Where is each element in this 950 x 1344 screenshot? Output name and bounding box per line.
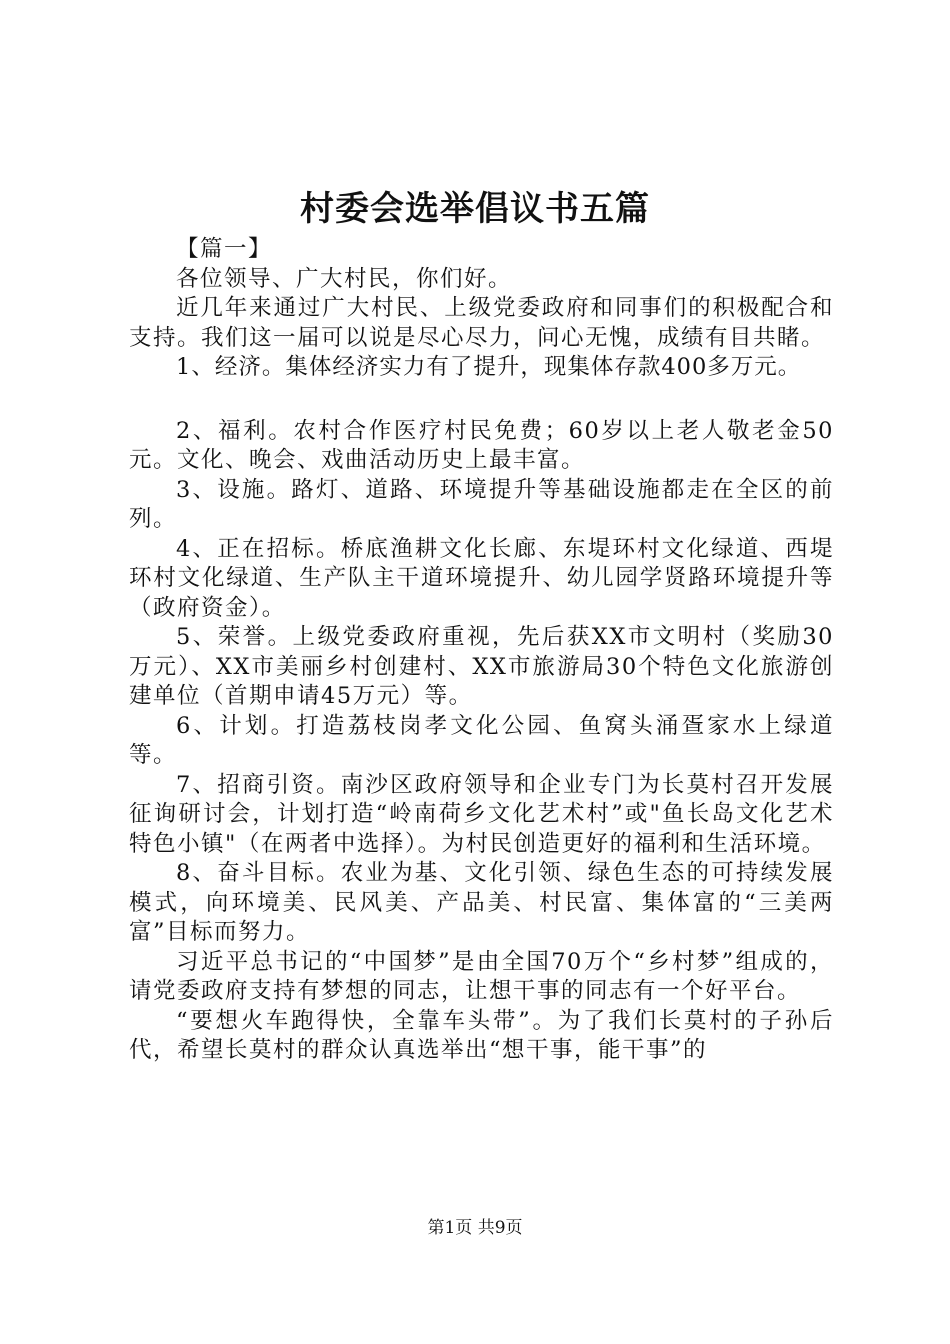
paragraph: 6、计划。打造荔枝岗孝文化公园、鱼窝头涌疍家水上绿道等。 — [129, 712, 834, 768]
paragraph: 8、奋斗目标。农业为基、文化引领、绿色生态的可持续发展模式，向环境美、民风美、产品美、村民富、集体富的“三美两富”目标而努力。 — [129, 860, 834, 945]
document-title: 村委会选举倡议书五篇 — [300, 189, 650, 229]
paragraph: 习近平总书记的“中国梦”是由全国70万个“乡村梦”组成的，请党委政府支持有梦想的同志，让想干事的同志有一个好平台。 — [129, 948, 834, 1004]
paragraph: 2、福利。农村合作医疗村民免费；60岁以上老人敬老金50元。文化、晚会、戏曲活动历史上最丰富。 — [129, 417, 834, 473]
paragraph: “要想火车跑得快，全靠车头带”。为了我们长莫村的子孙后代，希望长莫村的群众认真选举出“想干事，能干事”的 — [129, 1007, 834, 1063]
document-body — [129, 235, 834, 1066]
paragraph: 3、设施。路灯、道路、环境提升等基础设施都走在全区的前列。 — [129, 476, 834, 532]
paragraph: 各位领导、广大村民，你们好。 — [176, 265, 513, 292]
page-indicator: 第1页 共9页 — [427, 1218, 523, 1238]
section-heading: 【篇一】 — [176, 236, 273, 262]
paragraph: 1、经济。集体经济实力有了提升，现集体存款400多万元。 — [176, 354, 802, 380]
paragraph: 5、荣誉。上级党委政府重视，先后获XX市文明村（奖励30万元）、XX市美丽乡村创建村、XX市旅游局30个特色文化旅游创建单位（首期申请45万元）等。 — [129, 624, 834, 709]
paragraph: 7、招商引资。南沙区政府领导和企业专门为长莫村召开发展征询研讨会，计划打造“岭南荷乡文化艺术村”或"鱼长岛文化艺术特色小镇"（在两者中选择）。为村民创造更好的福利和生活环境。 — [129, 771, 834, 857]
paragraph: 4、正在招标。桥底渔耕文化长廊、东堤环村文化绿道、西堤环村文化绿道、生产队主干道环境提升、幼儿园学贤路环境提升等（政府资金）。 — [129, 535, 834, 621]
paragraph: 近几年来通过广大村民、上级党委政府和同事们的积极配合和支持。我们这一届可以说是尽心尽力，问心无愧，成绩有目共睹。 — [129, 295, 834, 351]
